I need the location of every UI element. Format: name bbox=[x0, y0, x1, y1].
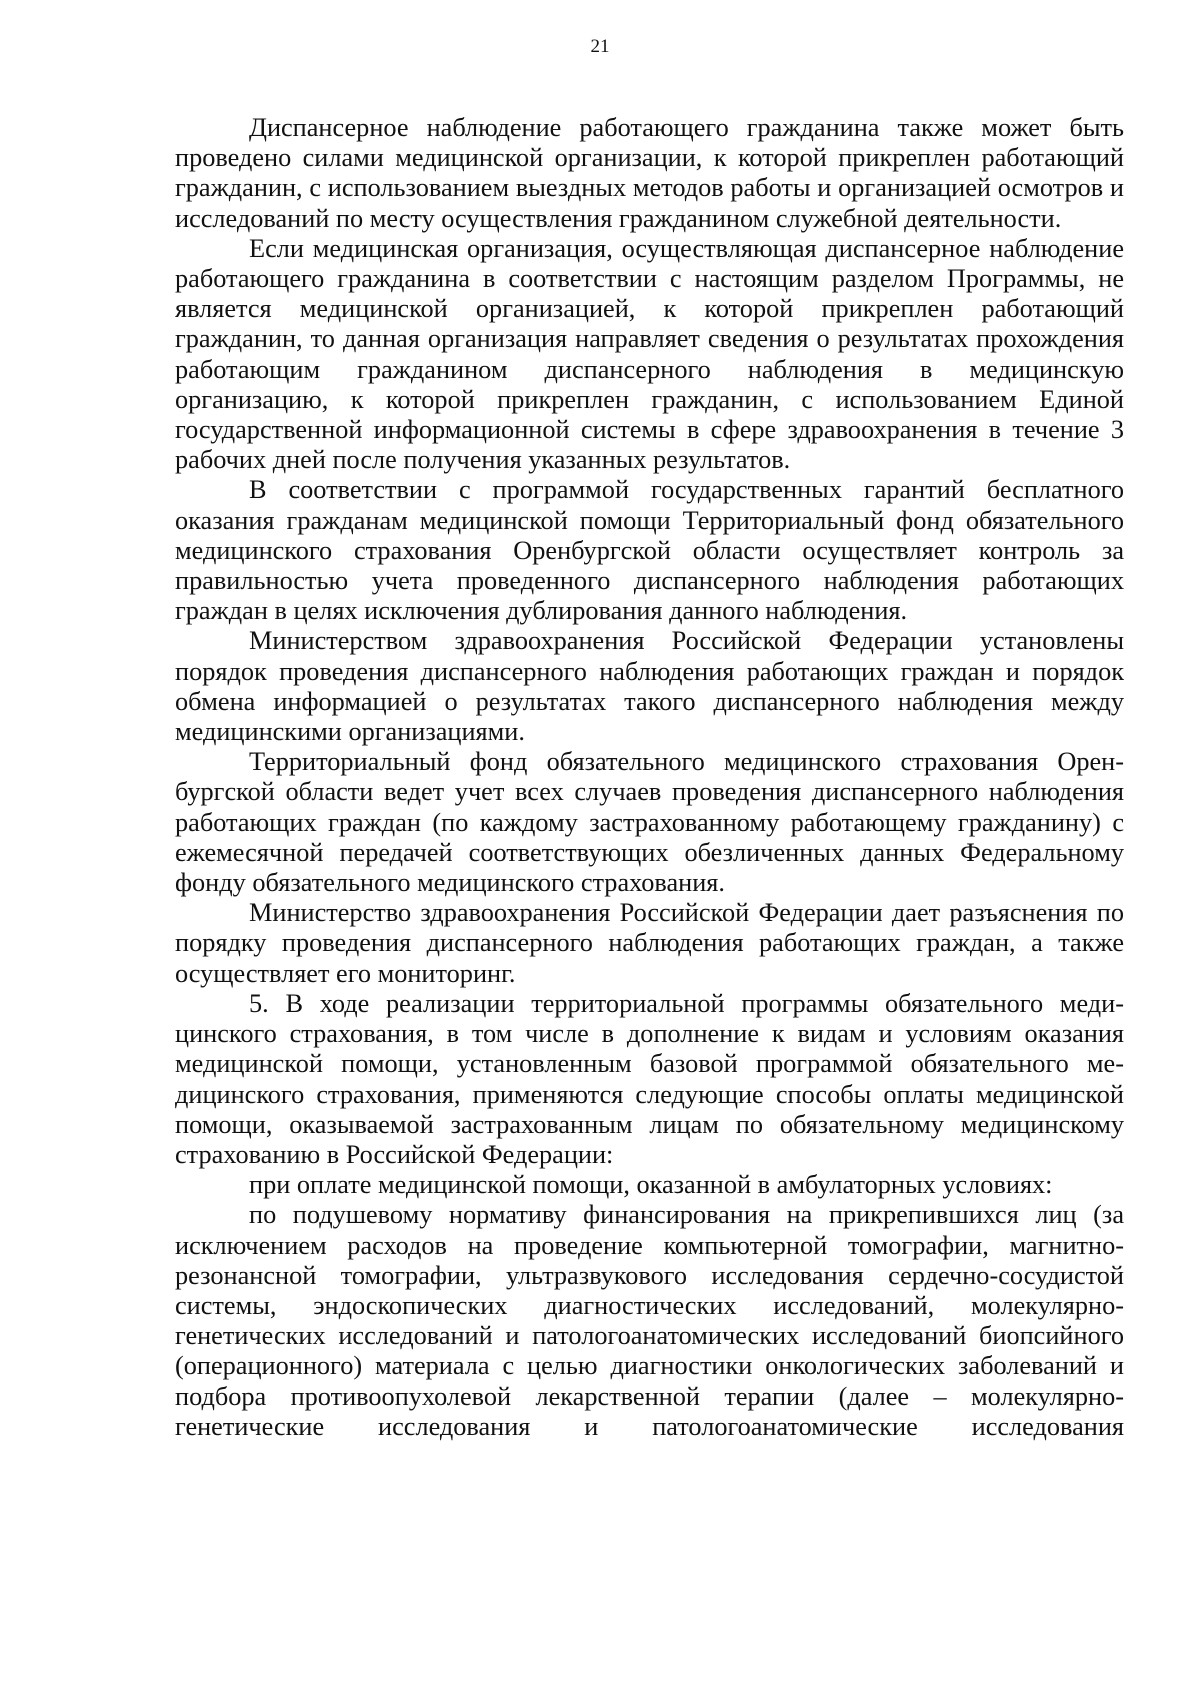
paragraph: 5. В ходе реализации территориальной программы обязательного медицинского страхования, в том числе в дополнение к видам и условиям оказания медицинской помощи, установленным базовой программой обязательного медицинского страхования, применяются следующие способы оплаты медицинской помощи, оказываемой застрахованным лицам по обязательному медицинскому страхованию в Российской Федерации: bbox=[175, 988, 1124, 1169]
paragraph: В соответствии с программой государственных гарантий бесплатного оказания гражданам медицинской помощи Территориальный фонд обязательного медицинского страхования Оренбургской области осуществляет контроль за правильностью учета проведенного диспансерного наблюдения работающих граждан в целях исключения дублирования данного наблюдения. bbox=[175, 475, 1124, 626]
paragraph: Если медицинская организация, осуществляющая диспансерное наблюдение работающего гражданина в соответствии с настоящим разделом Программы, не является медицинской организацией, к которой прикреплен работающий гражданин, то данная организация направляет сведения о результатах прохождения работающим гражданином диспансерного наблюдения в медицинскую организацию, к которой прикреплен гражданин, с использованием Единой государственной информационной системы в сфере здравоохранения в течение 3 рабочих дней после получения указанных результатов. bbox=[175, 233, 1124, 475]
document-body bbox=[175, 113, 1124, 1442]
paragraph: при оплате медицинской помощи, оказанной в амбулаторных условиях: bbox=[249, 1170, 1053, 1200]
paragraph: Территориальный фонд обязательного медицинского страхования Оренбургской области ведет учет всех случаев проведения диспансерного наблюдения работающих граждан (по каждому застрахованному работающему гражданину) с ежемесячной передачей соответствующих обезличенных данных Федеральному фонду обязательного медицинского страхования. bbox=[175, 747, 1124, 898]
paragraph: Министерством здравоохранения Российской Федерации установлены порядок проведения диспансерного наблюдения работающих граждан и порядок обмена информацией о результатах такого диспансерного наблюдения между медицинскими организациями. bbox=[175, 626, 1124, 747]
paragraph: Министерство здравоохранения Российской Федерации дает разъяснения по порядку проведения диспансерного наблюдения работающих граждан, а также осуществляет его мониторинг. bbox=[175, 898, 1124, 988]
page-number: 21 bbox=[590, 36, 610, 57]
paragraph: Диспансерное наблюдение работающего гражданина также может быть проведено силами медицинской организации, к которой прикреплен работающий гражданин, с использованием выездных методов работы и организацией осмотров и исследований по месту осуществления гражданином служебной деятельности. bbox=[175, 113, 1124, 233]
paragraph: по подушевому нормативу финансирования на прикрепившихся лиц (за исключением расходов на проведение компьютерной томографии, магнитно-резонансной томографии, ультразвукового исследования сердечно-сосудистой системы, эндоскопических диагностических исследований, молекулярно-генетических исследований и патологоанатомических исследований биопсийного (операционного) материала с целью диагностики онкологических заболеваний и подбора противоопухолевой лекарственной терапии (далее – молекулярно-генетические исследования и патологоанатомические исследования bbox=[175, 1200, 1124, 1441]
